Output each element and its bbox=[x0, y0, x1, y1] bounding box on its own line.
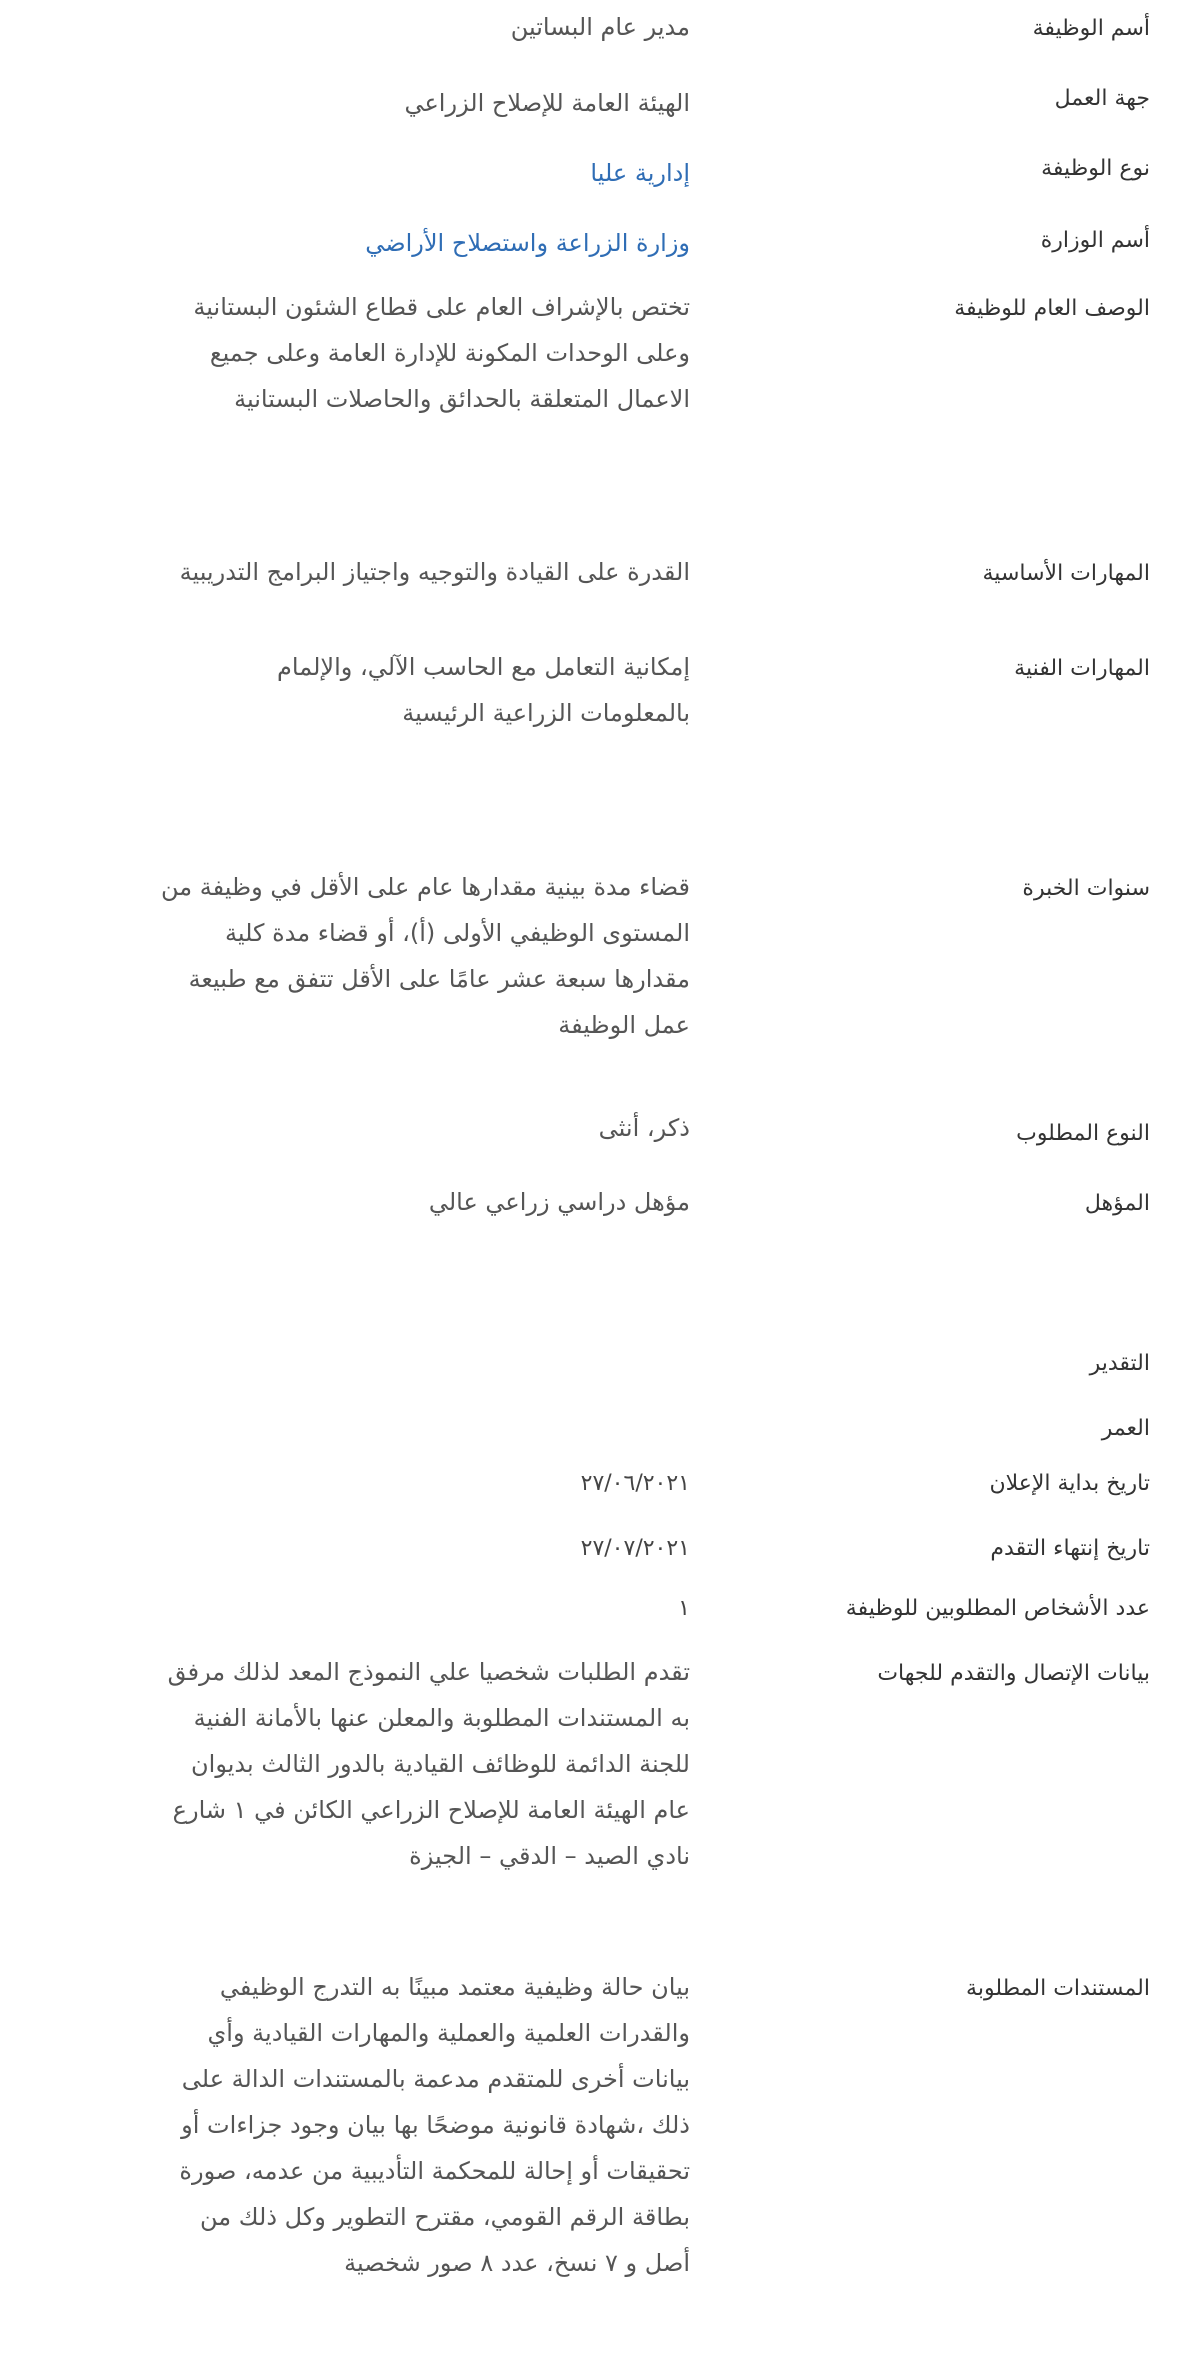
job-type-label: نوع الوظيفة bbox=[1041, 156, 1150, 181]
experience-line: المستوى الوظيفي الأولى (أ)، أو قضاء مدة كلية bbox=[224, 919, 690, 947]
documents-line: أصل و ٧ نسخ، عدد ٨ صور شخصية bbox=[344, 2249, 690, 2277]
experience-label: سنوات الخبرة bbox=[1022, 876, 1150, 901]
end-date-label: تاريخ إنتهاء التقدم bbox=[990, 1536, 1150, 1561]
qualification-value: مؤهل دراسي زراعي عالي bbox=[428, 1188, 690, 1216]
documents-line: تحقيقات أو إحالة للمحكمة التأديبية من عدمه، صورة bbox=[179, 2157, 690, 2185]
ministry-label: أسم الوزارة bbox=[1040, 228, 1150, 253]
documents-line: بيانات أخرى للمتقدم مدعمة بالمستندات الدالة على bbox=[181, 2065, 690, 2093]
job-name-value: مدير عام البساتين bbox=[510, 13, 690, 41]
qualification-label: المؤهل bbox=[1084, 1191, 1150, 1216]
gender-label: النوع المطلوب bbox=[1016, 1121, 1150, 1146]
documents-line: والقدرات العلمية والعملية والمهارات القيادية وأي bbox=[207, 2019, 690, 2047]
technical-skills-value bbox=[0, 644, 690, 736]
job-type-link[interactable]: إدارية عليا bbox=[590, 159, 690, 187]
documents-value bbox=[0, 1964, 690, 2286]
contact-line: عام الهيئة العامة للإصلاح الزراعي الكائن في ١ شارع bbox=[172, 1796, 690, 1824]
documents-line: ذلك ،شهادة قانونية موضحًا بها بيان وجود جزاءات أو bbox=[181, 2111, 690, 2139]
description-label: الوصف العام للوظيفة bbox=[954, 296, 1150, 321]
documents-label: المستندات المطلوبة bbox=[966, 1976, 1150, 2001]
technical-skills-line: بالمعلومات الزراعية الرئيسية bbox=[402, 699, 690, 727]
job-name-label: أسم الوظيفة bbox=[1032, 16, 1150, 41]
start-date-value: ٢٧/٠٦/٢٠٢١ bbox=[580, 1471, 690, 1496]
basic-skills-label: المهارات الأساسية bbox=[982, 561, 1150, 586]
description-line: تختص بالإشراف العام على قطاع الشئون البستانية bbox=[193, 293, 690, 321]
technical-skills-label: المهارات الفنية bbox=[1014, 656, 1150, 681]
experience-line: مقدارها سبعة عشر عامًا على الأقل تتفق مع طبيعة bbox=[188, 965, 690, 993]
technical-skills-line: إمكانية التعامل مع الحاسب الآلي، والإلمام bbox=[277, 653, 690, 681]
count-value: ١ bbox=[678, 1596, 690, 1621]
employer-value: الهيئة العامة للإصلاح الزراعي bbox=[404, 89, 690, 117]
description-line: الاعمال المتعلقة بالحدائق والحاصلات البستانية bbox=[234, 385, 690, 413]
description-value bbox=[0, 284, 690, 422]
employer-label: جهة العمل bbox=[1054, 86, 1150, 111]
experience-line: عمل الوظيفة bbox=[558, 1011, 690, 1039]
contact-line: به المستندات المطلوبة والمعلن عنها بالأمانة الفنية bbox=[193, 1704, 690, 1732]
experience-value bbox=[0, 864, 690, 1048]
contact-value bbox=[0, 1649, 690, 1879]
end-date-value: ٢٧/٠٧/٢٠٢١ bbox=[580, 1536, 690, 1561]
documents-line: بطاقة الرقم القومي، مقترح التطوير وكل ذلك من bbox=[200, 2203, 690, 2231]
count-label: عدد الأشخاص المطلوبين للوظيفة bbox=[845, 1596, 1150, 1621]
contact-label: بيانات الإتصال والتقدم للجهات bbox=[877, 1661, 1150, 1686]
ministry-link[interactable]: وزارة الزراعة واستصلاح الأراضي bbox=[365, 229, 690, 257]
description-line: وعلى الوحدات المكونة للإدارة العامة وعلى جميع bbox=[209, 339, 690, 367]
basic-skills-value: القدرة على القيادة والتوجيه واجتياز البرامج التدريبية bbox=[179, 558, 690, 586]
contact-line: تقدم الطلبات شخصيا علي النموذج المعد لذلك مرفق bbox=[167, 1658, 690, 1686]
age-label: العمر bbox=[1101, 1416, 1150, 1441]
gender-value: ذكر، أنثى bbox=[598, 1114, 690, 1142]
start-date-label: تاريخ بداية الإعلان bbox=[989, 1471, 1150, 1496]
documents-line: بيان حالة وظيفية معتمد مبينًا به التدرج الوظيفي bbox=[219, 1973, 690, 2001]
experience-line: قضاء مدة بينية مقدارها عام على الأقل في وظيفة من bbox=[161, 873, 690, 901]
contact-line: نادي الصيد – الدقي – الجيزة bbox=[409, 1842, 690, 1870]
contact-line: للجنة الدائمة للوظائف القيادية بالدور الثالث بديوان bbox=[191, 1750, 690, 1778]
grade-label: التقدير bbox=[1089, 1351, 1150, 1376]
